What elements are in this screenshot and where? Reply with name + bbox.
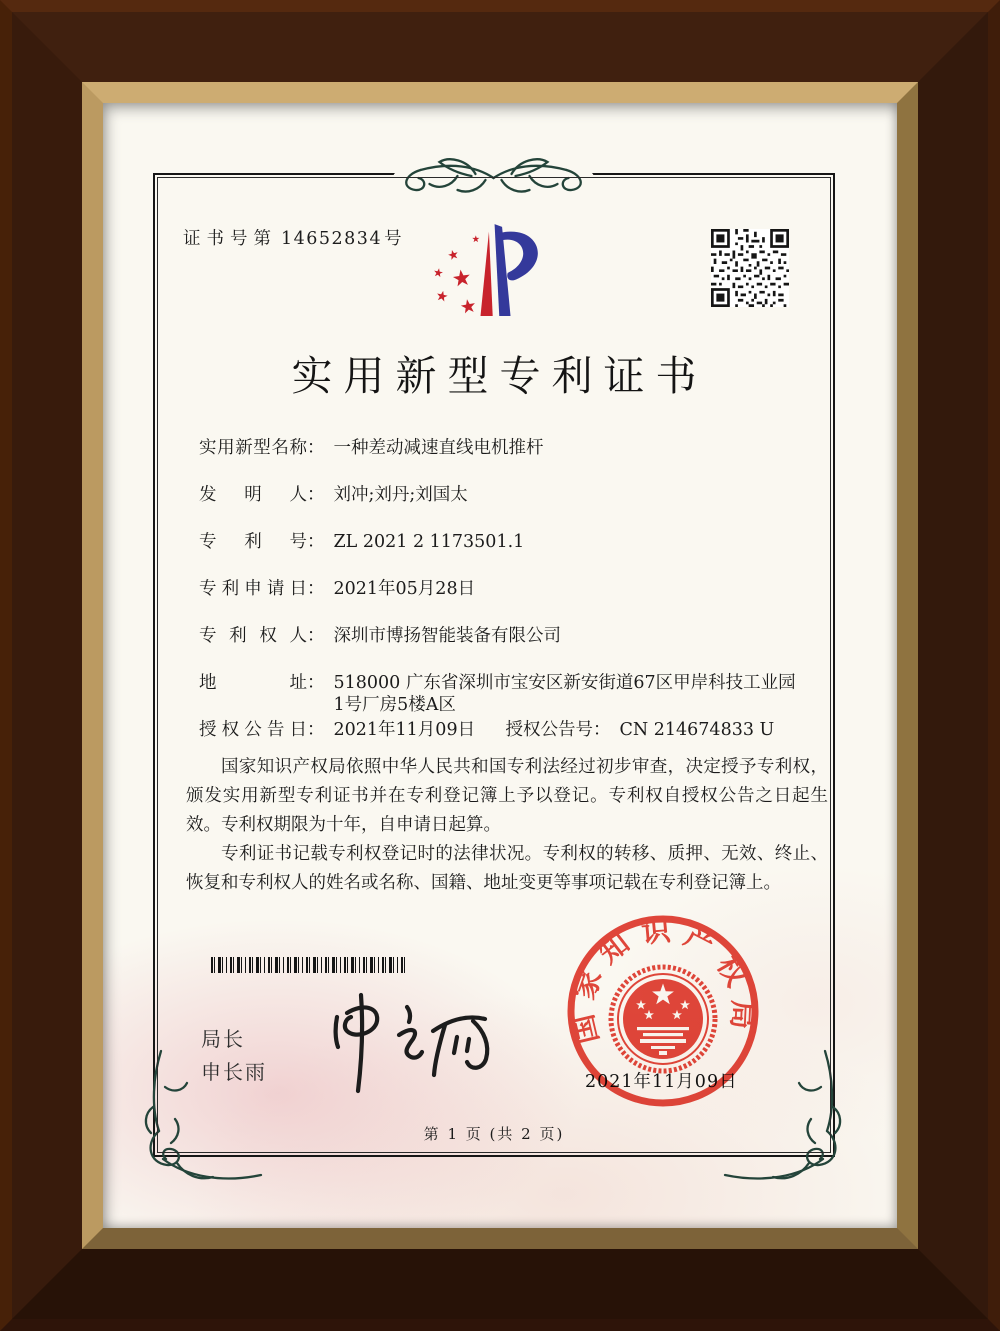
field-label: 专利申请日 <box>199 579 307 599</box>
field-value: 518000 广东省深圳市宝安区新安街道67区甲岸科技工业园1号厂房5楼A区 <box>333 673 796 715</box>
director-signature-icon <box>321 983 516 1098</box>
field-colon: ： <box>307 579 325 599</box>
cert-no-digits: 14652834 <box>281 229 383 249</box>
field-row-patent-no <box>199 531 805 553</box>
grant-no-value: CN 214674833 U <box>619 720 775 740</box>
field-row-grant <box>199 719 805 741</box>
certificate-paper <box>103 103 897 1228</box>
field-colon: ： <box>307 673 325 693</box>
barcode <box>211 957 407 973</box>
seal-org-text: 国家知识产权局 <box>565 913 761 1048</box>
field-label: 专利号 <box>199 532 307 552</box>
logo-red-wedge <box>480 232 492 316</box>
cert-no-prefix: 证书号第 <box>183 229 277 249</box>
field-colon: ： <box>307 626 325 646</box>
signer-title: 局长 <box>201 1027 245 1051</box>
top-flourish-ornament <box>362 148 627 202</box>
field-value: ZL 2021 2 1173501.1 <box>333 532 525 552</box>
cnipa-logo-icon <box>427 221 549 321</box>
field-row-name <box>199 437 805 459</box>
page-number: 第 1 页 (共 2 页) <box>423 1125 565 1143</box>
field-value: 深圳市博扬智能装备有限公司 <box>333 626 561 646</box>
certificate-fields <box>199 437 805 766</box>
logo-stars <box>433 235 479 314</box>
cnipa-seal-icon <box>563 911 763 1111</box>
field-colon: ： <box>307 532 325 552</box>
certificate-number <box>183 225 408 250</box>
field-row-address <box>199 672 805 716</box>
certificate-title: 实用新型专利证书 <box>291 352 708 400</box>
legal-text <box>186 753 828 898</box>
grant-date-label: 授权公告日 <box>199 720 307 740</box>
national-emblem <box>611 967 715 1071</box>
grant-no-label: 授权公告号 <box>505 720 593 740</box>
field-colon: ： <box>307 485 325 505</box>
cert-no-suffix: 号 <box>384 229 408 249</box>
grant-date-value: 2021年11月09日 <box>333 720 476 740</box>
seal-date: 2021年11月09日 <box>585 1072 738 1092</box>
field-colon: ： <box>593 720 611 740</box>
legal-paragraph-2: 专利证书记载专利权登记时的法律状况。专利权的转移、质押、无效、终止、恢复和专利权人的姓名或名称、国籍、地址变更等事项记载在专利登记簿上。 <box>186 844 828 893</box>
field-row-filing-date <box>199 578 805 600</box>
field-label: 地址 <box>199 673 307 693</box>
field-label: 实用新型名称 <box>199 438 307 458</box>
field-value: 刘冲;刘丹;刘国太 <box>333 485 468 505</box>
field-colon: ： <box>307 720 325 740</box>
bottom-left-flourish-ornament <box>143 1047 293 1187</box>
field-colon: ： <box>307 438 325 458</box>
field-row-patentee <box>199 625 805 647</box>
field-row-inventor <box>199 484 805 506</box>
field-value: 一种差动减速直线电机推杆 <box>333 438 544 458</box>
field-value: 2021年05月28日 <box>333 579 476 599</box>
legal-paragraph-1: 国家知识产权局依照中华人民共和国专利法经过初步审查，决定授予专利权，颁发实用新型专利证书并在专利登记簿上予以登记。专利权自授权公告之日起生效。专利权期限为十年，自申请日起算。 <box>186 757 828 835</box>
field-label: 专利权人 <box>199 626 307 646</box>
qr-code-icon <box>711 229 789 307</box>
logo-blue-bowl <box>502 232 538 281</box>
signer-name: 申长雨 <box>201 1060 267 1084</box>
certificate-border <box>153 173 835 1157</box>
field-label: 发明人 <box>199 485 307 505</box>
